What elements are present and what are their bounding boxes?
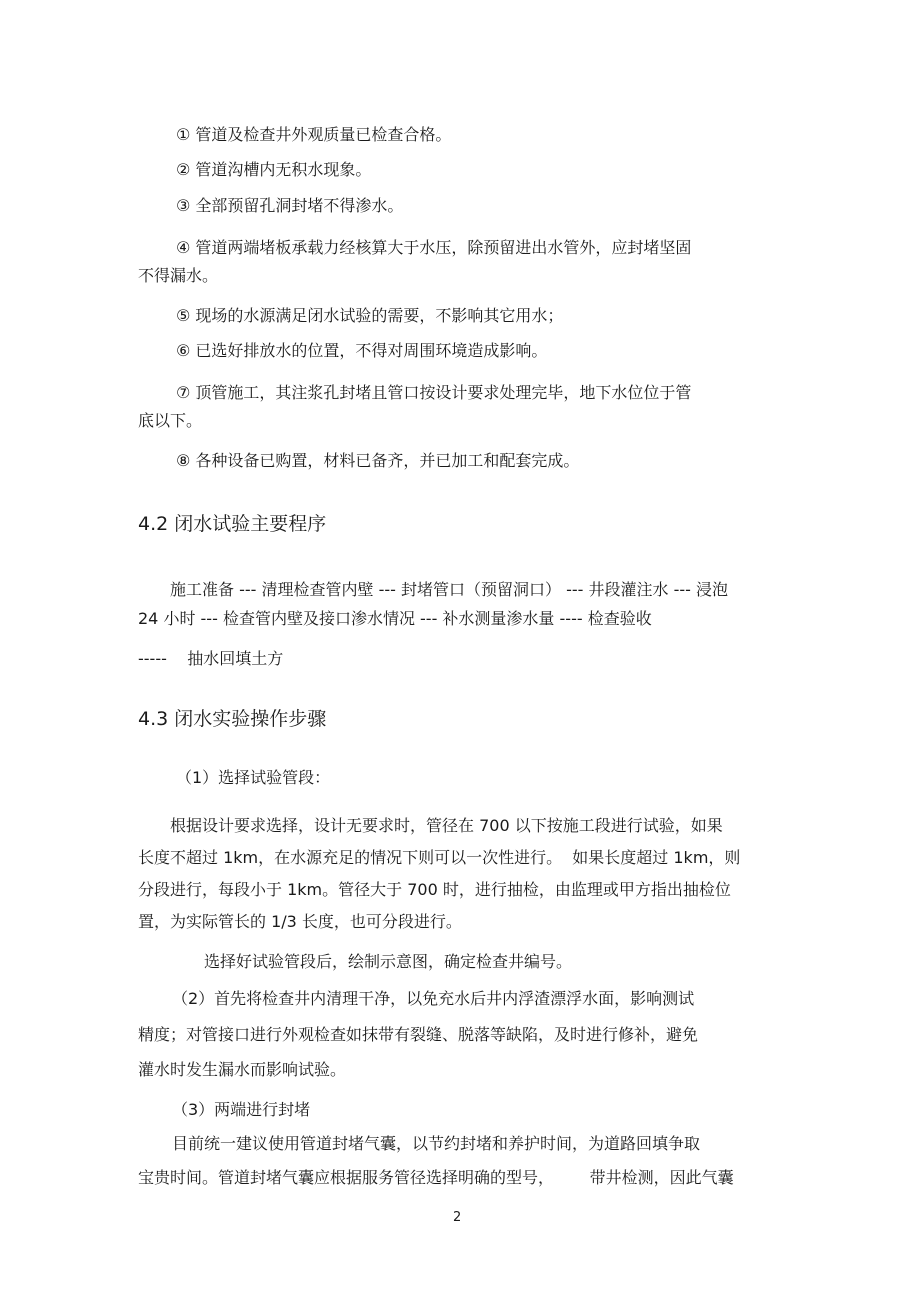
item-6: ⑥ 已选好排放水的位置，不得对周围环境造成影响。: [176, 341, 548, 360]
step-3-para-line-1: 目前统一建议使用管道封堵气囊，以节约封堵和养护时间，为道路回填争取: [172, 1134, 701, 1153]
item-3: ③ 全部预留孔洞封堵不得渗水。: [176, 196, 404, 215]
item-4-line-1: ④ 管道两端堵板承载力经核算大于水压，除预留进出水管外，应封堵坚固: [176, 238, 692, 257]
item-5: ⑤ 现场的水源满足闭水试验的需要，不影响其它用水；: [176, 306, 564, 325]
step-2-line-1: （2）首先将检查井内清理干净，以免充水后井内浮渣漂浮水面，影响测试: [172, 989, 695, 1008]
item-7-line-1: ⑦ 顶管施工，其注浆孔封堵且管口按设计要求处理完毕，地下水位位于管: [176, 383, 692, 402]
step-1-para-line-5: 选择好试验管段后，绘制示意图，确定检查井编号。: [204, 952, 573, 971]
step-1-para-line-2: 长度不超过 1km，在水源充足的情况下则可以一次性进行。 如果长度超过 1km，则: [138, 848, 741, 867]
page-number: 2: [453, 1210, 462, 1225]
item-2: ② 管道沟槽内无积水现象。: [176, 160, 372, 179]
item-4-line-2: 不得漏水。: [138, 266, 219, 285]
step-1-para-line-1: 根据设计要求选择，设计无要求时，管径在 700 以下按施工段进行试验，如果: [170, 816, 723, 835]
step-3-para-line-2: 宝贵时间。管道封堵气囊应根据服务管径选择明确的型号， 带井检测，因此气囊: [138, 1168, 734, 1187]
procedure-line-1: 施工准备 --- 清理检查管内壁 --- 封堵管口（预留洞口） --- 井段灌注水 --- 浸泡: [170, 580, 728, 599]
step-2-line-3: 灌水时发生漏水而影响试验。: [138, 1060, 347, 1079]
step-1-para-line-4: 置，为实际管长的 1/3 长度，也可分段进行。: [138, 912, 462, 931]
procedure-line-2: 24 小时 --- 检查管内壁及接口渗水情况 --- 补水测量渗水量 ---- 检查验收: [138, 609, 652, 628]
step-3-title: （3）两端进行封堵: [172, 1100, 311, 1119]
item-1: ① 管道及检查井外观质量已检查合格。: [176, 125, 452, 144]
section-heading-4-3: 4.3 闭水实验操作步骤: [138, 708, 327, 730]
section-heading-4-2: 4.2 闭水试验主要程序: [138, 513, 327, 535]
procedure-line-3: ----- 抽水回填土方: [138, 649, 284, 668]
step-1-para-line-3: 分段进行，每段小于 1km。管径大于 700 时，进行抽检，由监理或甲方指出抽检位: [138, 880, 731, 899]
step-1-title: （1）选择试验管段：: [176, 768, 331, 787]
item-8: ⑧ 各种设备已购置，材料已备齐，并已加工和配套完成。: [176, 451, 580, 470]
item-7-line-2: 底以下。: [138, 411, 203, 430]
step-2-line-2: 精度；对管接口进行外观检查如抹带有裂缝、脱落等缺陷，及时进行修补，避免: [138, 1025, 699, 1044]
